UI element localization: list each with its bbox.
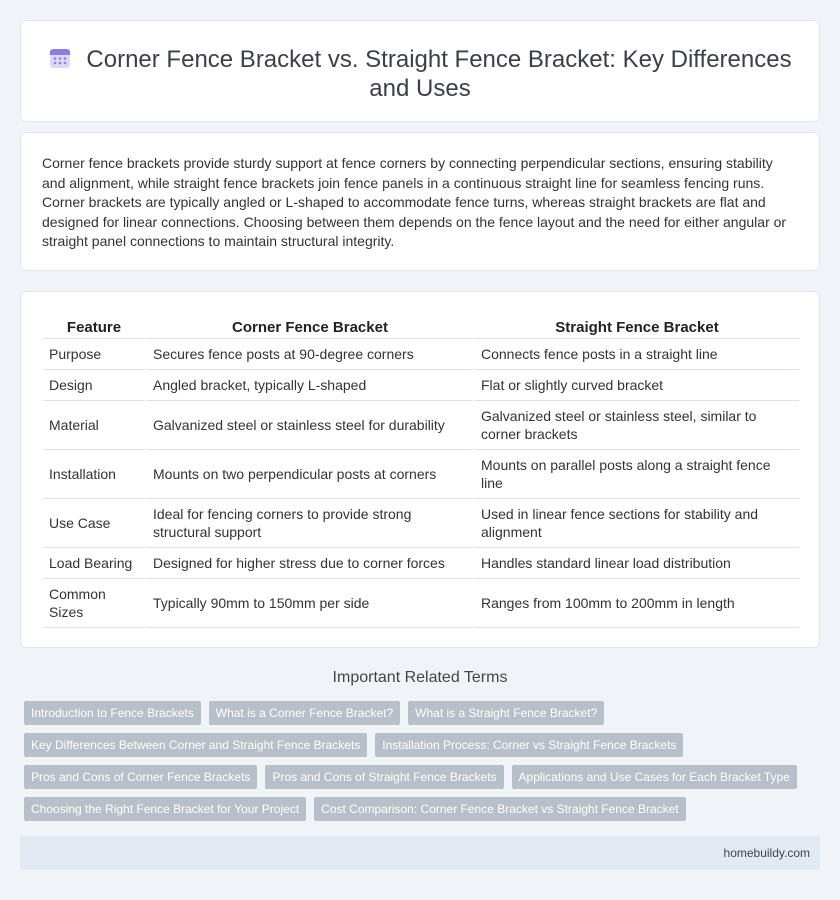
related-term-tag[interactable]: Pros and Cons of Corner Fence Brackets <box>24 765 257 789</box>
related-term-tag[interactable]: What is a Corner Fence Bracket? <box>209 701 400 725</box>
intro-card <box>20 132 820 271</box>
table-cell: Typically 90mm to 150mm per side <box>146 578 474 627</box>
table-cell: Installation <box>43 449 146 498</box>
table-row <box>43 338 799 369</box>
comparison-table <box>43 314 799 628</box>
tag-row <box>24 765 824 789</box>
table-cell: Mounts on parallel posts along a straight fence line <box>474 449 799 498</box>
related-term-tag[interactable]: Choosing the Right Fence Bracket for Your Project <box>24 797 306 821</box>
page-title-wrap <box>21 45 819 103</box>
table-cell: Galvanized steel or stainless steel, similar to corner brackets <box>474 400 799 449</box>
table-row <box>43 400 799 449</box>
table-cell: Common Sizes <box>43 578 146 627</box>
related-term-tag[interactable]: Key Differences Between Corner and Straight Fence Brackets <box>24 733 367 757</box>
table-cell: Use Case <box>43 498 146 547</box>
calendar-icon <box>48 46 72 70</box>
table-cell: Ideal for fencing corners to provide strong structural support <box>146 498 474 547</box>
related-term-tag[interactable]: Applications and Use Cases for Each Bracket Type <box>512 765 797 789</box>
table-cell: Galvanized steel or stainless steel for durability <box>146 400 474 449</box>
related-term-tag[interactable]: Cost Comparison: Corner Fence Bracket vs Straight Fence Bracket <box>314 797 685 821</box>
title-card <box>20 20 820 122</box>
footer <box>20 836 820 870</box>
table-row <box>43 449 799 498</box>
column-header: Corner Fence Bracket <box>146 314 474 338</box>
related-terms-list <box>24 701 824 829</box>
table-cell: Mounts on two perpendicular posts at corners <box>146 449 474 498</box>
intro-paragraph: Corner fence brackets provide sturdy support at fence corners by connecting perpendicular sections, ensuring stability and alignment, while straight fence brackets join fence panels in a continuous straight line for seamless fencing runs. Corner brackets are typically angled or L-shaped to accommodate fence turns, whereas straight brackets are flat and designed for linear connections. Choosing between them depends on the fence layout and the need for either angular or straight panel connections to maintain structural integrity. <box>42 155 787 250</box>
comparison-card <box>20 291 820 648</box>
table-cell: Material <box>43 400 146 449</box>
site-name[interactable]: homebuildy.com <box>723 846 810 860</box>
column-header: Straight Fence Bracket <box>474 314 799 338</box>
table-cell: Ranges from 100mm to 200mm in length <box>474 578 799 627</box>
related-term-tag[interactable]: What is a Straight Fence Bracket? <box>408 701 604 725</box>
table-cell: Handles standard linear load distribution <box>474 547 799 578</box>
table-cell: Secures fence posts at 90-degree corners <box>146 338 474 369</box>
related-terms-heading: Important Related Terms <box>332 669 508 686</box>
table-row <box>43 498 799 547</box>
related-term-tag[interactable]: Introduction to Fence Brackets <box>24 701 201 725</box>
table-cell: Design <box>43 369 146 400</box>
page-title: Corner Fence Bracket vs. Straight Fence Bracket: Key Differences and Uses <box>86 46 792 102</box>
table-cell: Load Bearing <box>43 547 146 578</box>
table-row <box>43 547 799 578</box>
table-cell: Connects fence posts in a straight line <box>474 338 799 369</box>
table-cell: Purpose <box>43 338 146 369</box>
related-term-tag[interactable]: Pros and Cons of Straight Fence Brackets <box>265 765 503 789</box>
table-cell: Angled bracket, typically L-shaped <box>146 369 474 400</box>
table-cell: Designed for higher stress due to corner forces <box>146 547 474 578</box>
tag-row <box>24 733 824 757</box>
table-header-row <box>43 314 799 338</box>
table-cell: Used in linear fence sections for stability and alignment <box>474 498 799 547</box>
tag-row <box>24 797 824 821</box>
tag-row <box>24 701 824 725</box>
column-header: Feature <box>43 314 146 338</box>
related-term-tag[interactable]: Installation Process: Corner vs Straight Fence Brackets <box>375 733 683 757</box>
table-row <box>43 578 799 627</box>
table-cell: Flat or slightly curved bracket <box>474 369 799 400</box>
table-row <box>43 369 799 400</box>
